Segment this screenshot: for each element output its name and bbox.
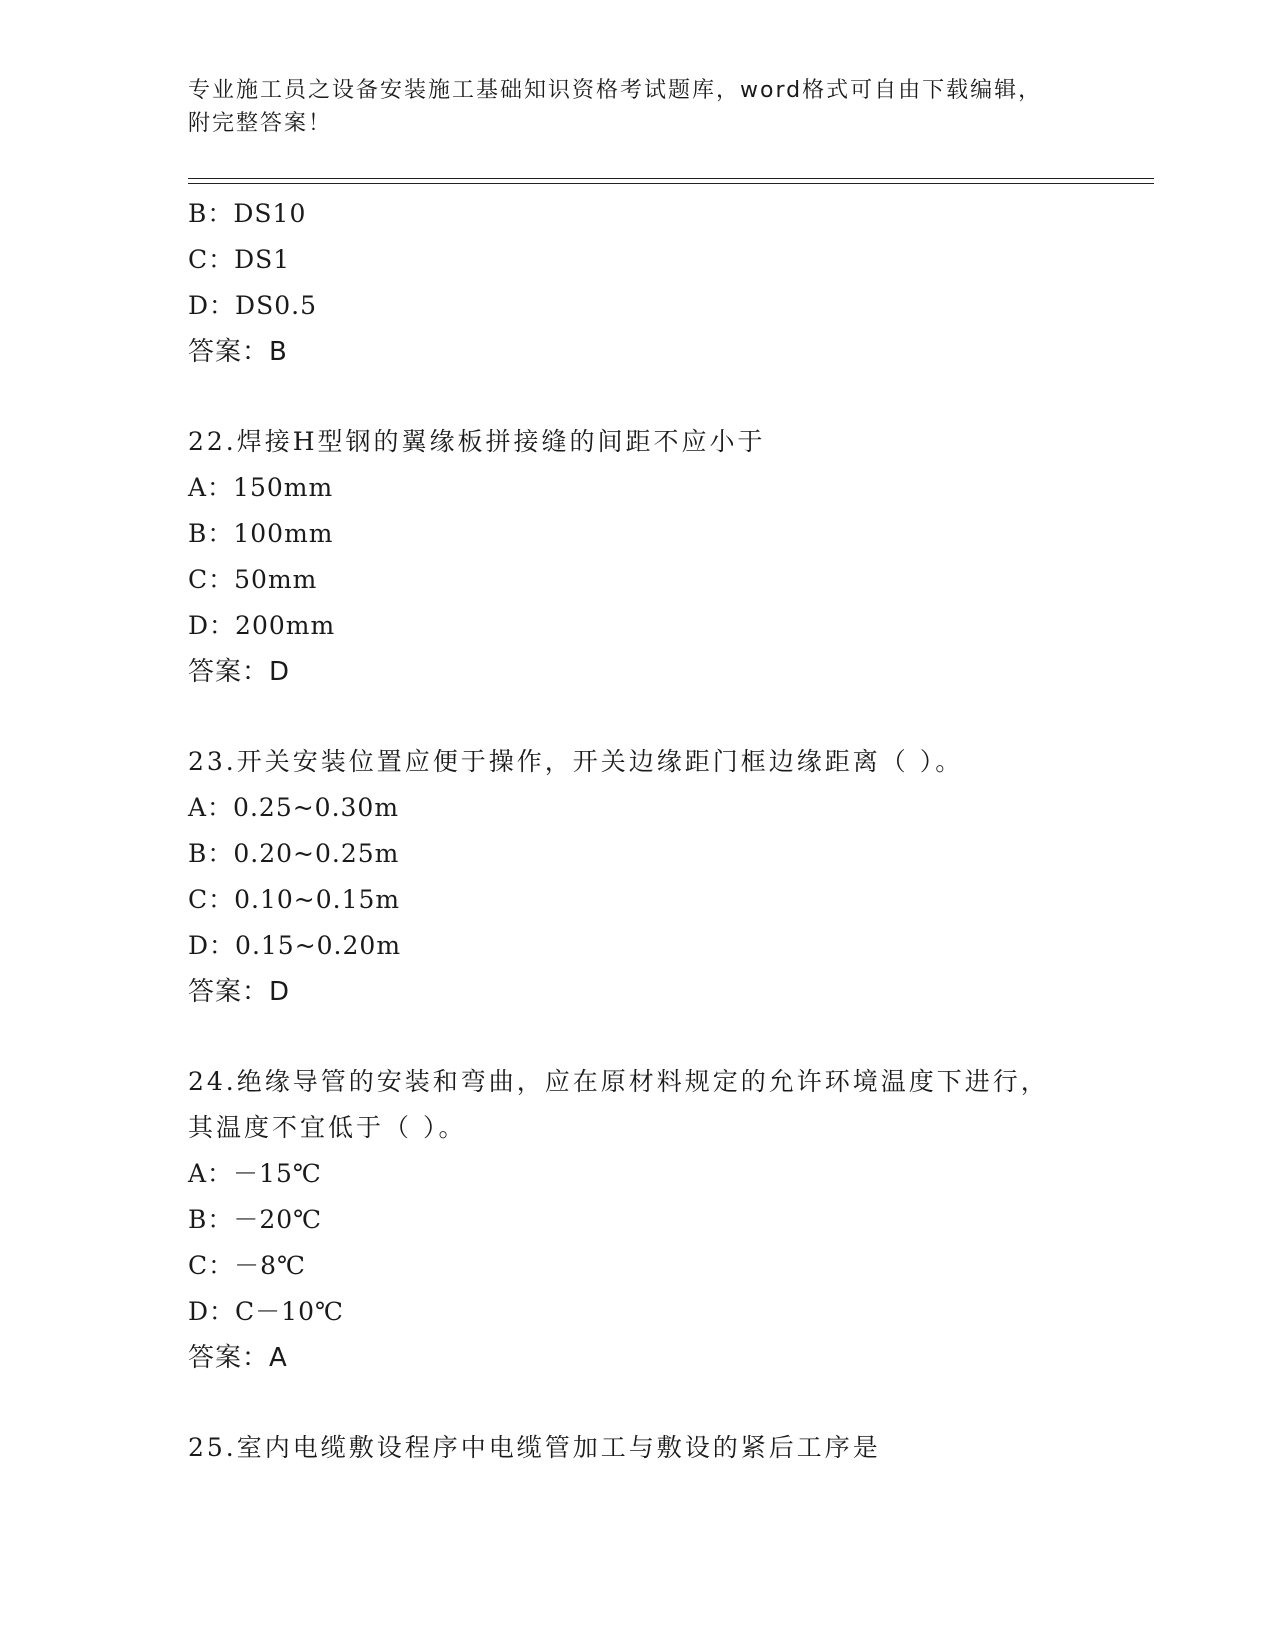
option-b: B：－20℃ (188, 1205, 323, 1234)
question-text: 22.焊接H型钢的翼缘板拼接缝的间距不应小于 (188, 427, 766, 456)
header-rule-bottom (188, 183, 1154, 184)
header-rule-top (188, 178, 1154, 179)
option-c: C：0.10~0.15m (188, 885, 401, 914)
option-a: A：0.25~0.30m (188, 793, 400, 822)
question-21-tail (188, 191, 1154, 375)
option-c: C：－8℃ (188, 1251, 307, 1280)
question-text-line-2: 其温度不宜低于（ ）。 (188, 1113, 467, 1142)
option-c: C：50mm (188, 565, 318, 594)
option-b: B：100mm (188, 519, 334, 548)
option-d: D：0.15~0.20m (188, 931, 402, 960)
option-b: B：0.20~0.25m (188, 839, 400, 868)
document-header (188, 74, 1088, 140)
answer: 答案：D (188, 657, 291, 687)
answer: 答案：D (188, 977, 291, 1007)
question-text: 25.室内电缆敷设程序中电缆管加工与敷设的紧后工序是 (188, 1433, 881, 1462)
answer: 答案：B (188, 337, 288, 367)
header-line-2: 附完整答案！ (188, 111, 333, 136)
option-b: B：DS10 (188, 199, 307, 228)
question-text-line-1: 24.绝缘导管的安装和弯曲，应在原材料规定的允许环境温度下进行， (188, 1067, 1049, 1096)
question-23 (188, 739, 1154, 1015)
question-25 (188, 1425, 1154, 1471)
option-a: A：－15℃ (188, 1159, 322, 1188)
option-c: C：DS1 (188, 245, 291, 274)
question-text: 23.开关安装位置应便于操作，开关边缘距门框边缘距离（ ）。 (188, 747, 964, 776)
question-22 (188, 419, 1154, 695)
header-line-1: 专业施工员之设备安装施工基础知识资格考试题库，word格式可自由下载编辑， (188, 78, 1043, 103)
option-d: D：DS0.5 (188, 291, 317, 320)
option-d: D：C－10℃ (188, 1297, 344, 1326)
question-list (188, 191, 1154, 1471)
question-24 (188, 1059, 1154, 1381)
answer: 答案：A (188, 1343, 288, 1373)
option-a: A：150mm (188, 473, 334, 502)
option-d: D：200mm (188, 611, 336, 640)
